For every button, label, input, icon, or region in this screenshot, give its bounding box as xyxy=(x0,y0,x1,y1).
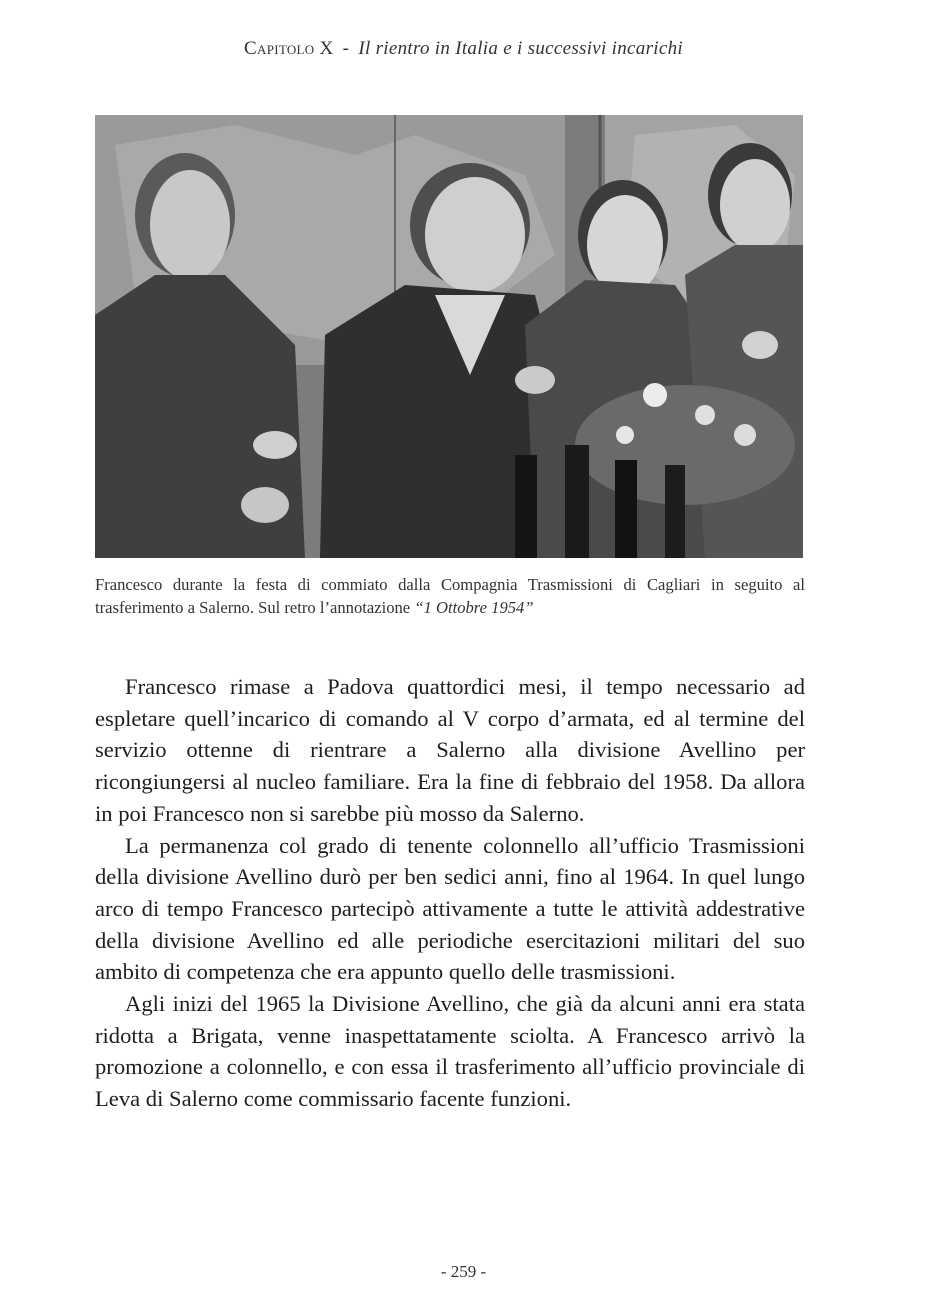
running-header xyxy=(0,38,927,60)
paragraph: La permanenza col grado di tenente colonnello all’ufficio Trasmissioni della divisione Avellino durò per ben sedici anni, fino al 1964. In quel lungo arco di tempo Francesco partecipò attivamente a tutte le attività addestrative della divisione Avellino ed alle periodiche esercitazioni militari del suo ambito di competenza che era appunto quello delle trasmissioni. xyxy=(95,832,805,985)
chapter-subtitle: Il rientro in Italia e i successivi incarichi xyxy=(358,38,683,59)
paragraph: Agli inizi del 1965 la Divisione Avellino, che già da alcuni anni era stata ridotta a Brigata, venne inaspettatamente sciolta. A Francesco arrivò la promozione a colonnello, e con essa il trasferimento all’ufficio provinciale di Leva di Salerno come commissario facente funzioni. xyxy=(95,991,805,1112)
photo-caption xyxy=(95,573,805,619)
caption-date: “1 Ottobre 1954” xyxy=(414,598,534,617)
body-text xyxy=(95,671,805,1115)
caption-text: Francesco durante la festa di commiato dalla Compagnia Trasmissioni di Cagliari in seguito al trasferimento a Salerno. Sul retro l’annotazione xyxy=(95,575,805,617)
header-separator: - xyxy=(342,38,350,59)
page-number: - 259 - xyxy=(440,1262,487,1281)
chapter-label: Capitolo X xyxy=(244,38,334,59)
historical-photo xyxy=(95,115,803,558)
paragraph: Francesco rimase a Padova quattordici mesi, il tempo necessario ad espletare quell’incarico di comando al V corpo d’armata, ed al termine del servizio ottenne di rientrare a Salerno alla divisione Avellino per ricongiungersi al nucleo familiare. Era la fine di febbraio del 1958. Da allora in poi Francesco non si sarebbe più mosso da Salerno. xyxy=(95,674,805,826)
